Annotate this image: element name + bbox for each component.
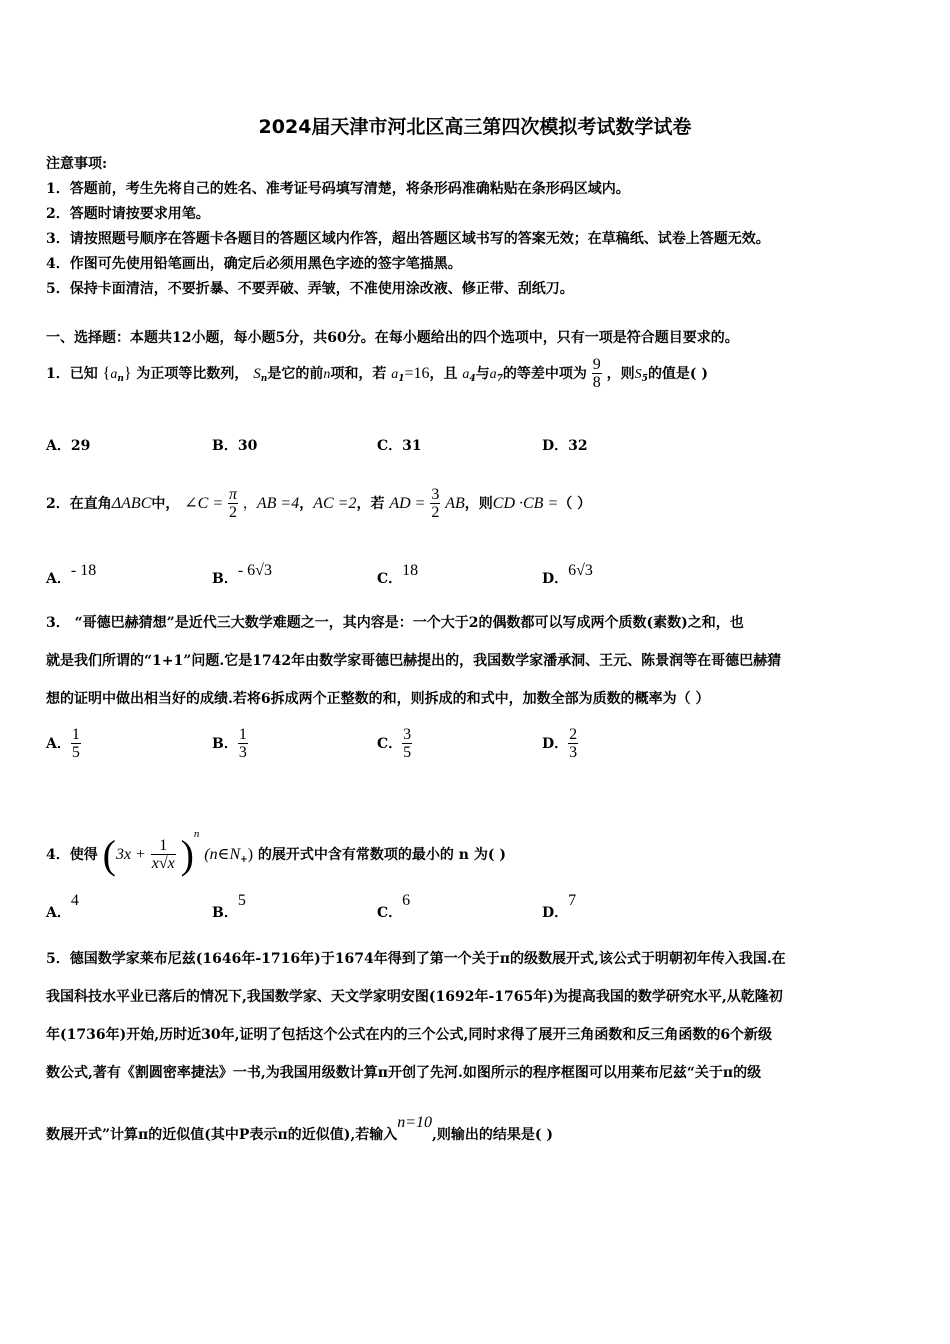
option-a[interactable]: A．29 [46,438,91,454]
question-3-line: 3． “哥德巴赫猜想”是近代三大数学难题之一，其内容是：一个大于2的偶数都可以写成两个质数(素数)之和，也 [46,615,744,631]
question-5-line: 5．德国数学家莱布尼兹(1646年-1716年)于1674年得到了第一个关于π的级数展开式,该公式于明朝初年传入我国.在 [46,951,786,967]
option-b[interactable]: B． $\frac{1}{3}$ [212,725,247,762]
option-c[interactable]: C．6 [377,892,411,921]
question-2: 2．在直角ΔABC中， ∠C = $\frac{\pi}{2}$ ，AB =4，AC =2，若 AD = $\frac{3}{2}$ AB，则CD ·CB =（ ） [46,485,592,522]
page-title: 2024届天津市河北区高三第四次模拟考试数学试卷 [258,116,692,138]
option-d[interactable]: D．6√3 [542,562,593,587]
section-heading: 一、选择题：本题共12小题，每小题5分，共60分。在每小题给出的四个选项中，只有一项是符合题目要求的。 [46,330,739,346]
option-d[interactable]: D．7 [542,892,577,921]
question-5-line: 数展开式”计算π的近似值(其中P表示π的近似值),若输入n=10,则输出的结果是( ) [46,1114,553,1143]
option-a[interactable]: A．- 18 [46,562,97,587]
question-3-line: 想的证明中做出相当好的成绩.若将6拆成两个正整数的和，则拆成的和式中，加数全部为质数的概率为（ ） [46,691,710,707]
option-b[interactable]: B．5 [212,892,246,921]
option-b[interactable]: B．- 6√3 [212,562,272,587]
notice-item: 5．保持卡面清洁，不要折暴、不要弄破、弄皱，不准使用涂改液、修正带、刮纸刀。 [46,281,574,297]
option-d[interactable]: D．32 [542,438,588,454]
question-4: 4．使得 (3x + $\frac{1}{x√x}$ )$^n$ $(n\in N_+)$ 的展开式中含有常数项的最小的 n 为( ) [46,828,506,877]
question-5-line: 年(1736年)开始,历时近30年,证明了包括这个公式在内的三个公式,同时求得了展开三角函数和反三角函数的6个新级 [46,1027,773,1043]
notice-item: 4．作图可先使用铅笔画出，确定后必须用黑色字迹的签字笔描黑。 [46,256,462,272]
option-c[interactable]: C．31 [377,438,422,454]
question-5-line: 我国科技水平业已落后的情况下,我国数学家、天文学家明安图(1692年-1765年)为提高我国的数学研究水平,从乾隆初 [46,989,783,1005]
notice-item: 3．请按照题号顺序在答题卡各题目的答题区域内作答，超出答题区域书写的答案无效；在草稿纸、试卷上答题无效。 [46,231,770,247]
option-c[interactable]: C． $\frac{3}{5}$ [377,725,412,762]
option-c[interactable]: C．18 [377,562,419,587]
option-d[interactable]: D． $\frac{2}{3}$ [542,725,578,762]
option-b[interactable]: B．30 [212,438,258,454]
fraction: $\frac{\pi}{2}$ [228,485,237,522]
notice-item: 2．答题时请按要求用笔。 [46,206,210,222]
notice-item: 1．答题前，考生先将自己的姓名、准考证号码填写清楚，将条形码准确粘贴在条形码区域内。 [46,181,630,197]
fraction: $\frac{1}{x√x}$ [151,836,175,873]
question-1: 1．已知 $\{a_n\}$ 为正项等比数列， $S_n$是它的前n项和，若 $a_1=16$，且 $a_4$与$a_7$的等差中项为 $\frac{9}{8}$ ，则$S_5$的值是( ) [46,355,709,392]
notice-heading: 注意事项: [46,156,108,172]
question-5-line: 数公式,著有《割圆密率捷法》一书,为我国用级数计算π开创了先河.如图所示的程序框图可以用莱布尼兹“关于π的级 [46,1065,762,1081]
option-a[interactable]: A．4 [46,892,79,921]
question-3-line: 就是我们所谓的“1+1”问题.它是1742年由数学家哥德巴赫提出的，我国数学家潘承洞、王元、陈景润等在哥德巴赫猜 [46,653,782,669]
option-a[interactable]: A． $\frac{1}{5}$ [46,725,80,762]
fraction: $\frac{3}{2}$ [431,485,440,522]
fraction: $\frac{9}{8}$ [592,355,601,392]
